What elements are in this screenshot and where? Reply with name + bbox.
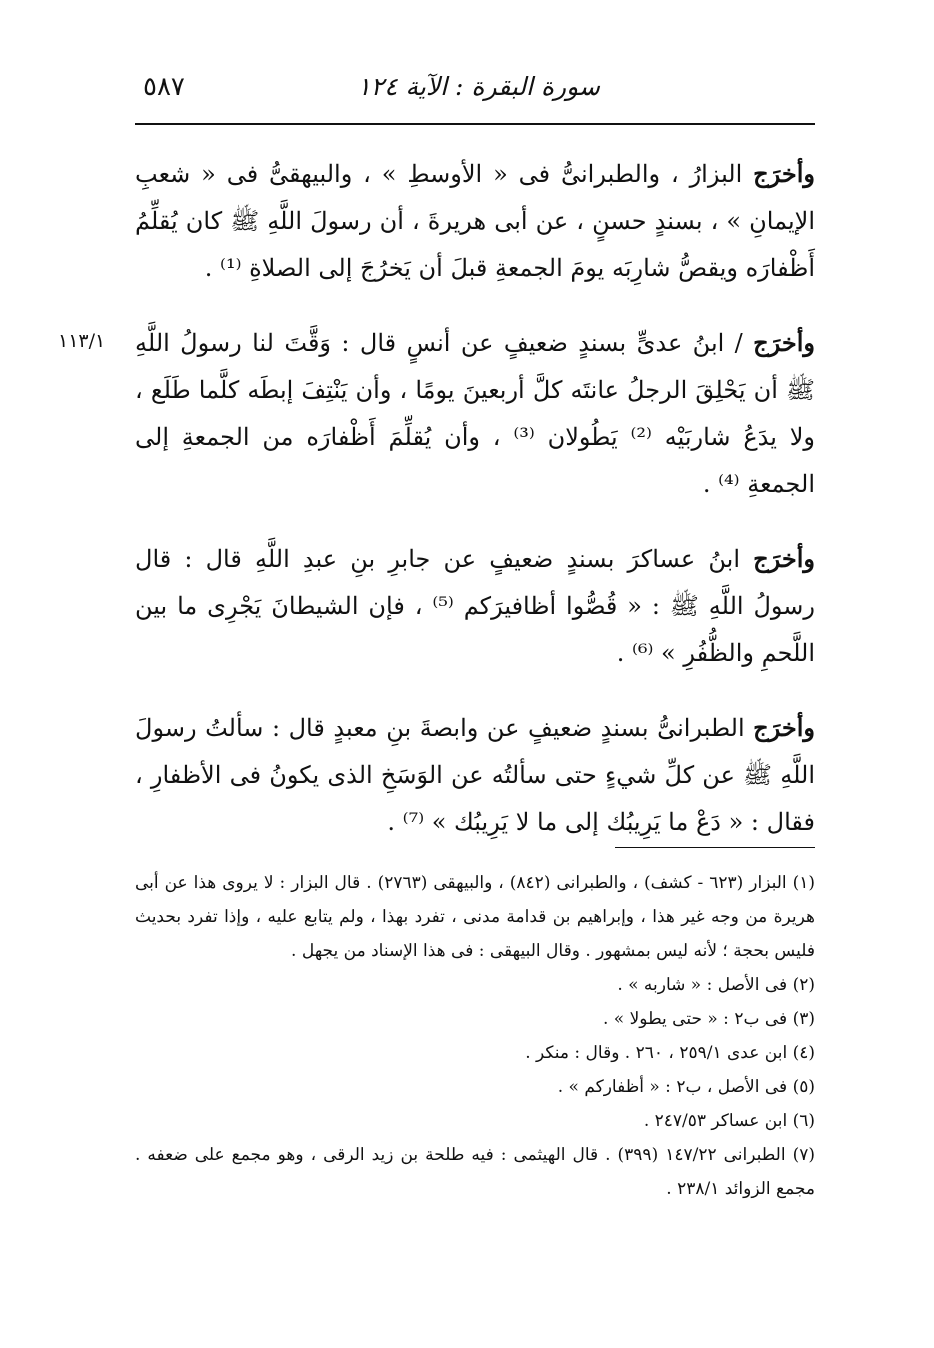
paragraph-lead: وأخرَج [753, 328, 815, 357]
margin-reference: ١١٣/١ [58, 330, 106, 352]
footnote: (١) البزار (٦٢٣ - كشف) ، والطبرانى (٨٤٢) ، والبيهقى (٢٧٦٣) . قال البزار : لا يروى هذا عن أبى هريرة من وجه غير هذا ، وإبراهيم بن قدامة مدنى ، تفرد بهذا ، ولم يتابع عليه ، وإذا تفرد بحديث فليس بحجة ؛ لأنه ليس بمشهور . وقال البيهقى : فى هذا الإسناد من يجهل . [135, 873, 816, 961]
footnote: (٢) فى الأصل : « شاربه » . [617, 975, 815, 995]
paragraph-text: ابنُ عساكرَ بسندٍ ضعيفٍ عن جابرِ بنِ عبدِ اللَّهِ قال : قال رسولُ اللَّهِ ﷺ : « قُصُّوا أظافيرَكم ⁽⁵⁾ ، فإن الشيطانَ يَجْرِى ما بين اللَّحمِ والظُّفُرِ » ⁽⁶⁾ . [135, 545, 815, 667]
header-rule [135, 123, 815, 125]
running-header [135, 72, 815, 116]
footnote-rule [615, 847, 815, 848]
paragraph-lead: وأخرَج [753, 159, 815, 188]
paragraph [135, 150, 815, 292]
paragraph-text: البزارُ ، والطبرانىُّ فى « الأوسطِ » ، والبيهقىُّ فى « شعبِ الإيمانِ » ، بسندٍ حسنٍ ، عن أبى هريرةَ ، أن رسولَ اللَّهِ ﷺ كان يُقلِّمُ أَظْفارَه ويقصُّ شارِبَه يومَ الجمعةِ قبلَ أن يَخرُجَ إلى الصلاةِ ⁽¹⁾ . [135, 160, 815, 282]
paragraph-lead: وأخرَج [753, 544, 815, 573]
paragraph-text: / ابنُ عدىٍّ بسندٍ ضعيفٍ عن أنسٍ قال : وَقَّتَ لنا رسولُ اللَّهِ ﷺ أن يَحْلِقَ الرجلُ عانتَه كلَّ أربعينَ يومًا ، وأن يَنْتِفَ إبطَه كلَّما طَلَع ، ولا يدَعُ شاربَيْه ⁽²⁾ يَطُولان ⁽³⁾ ، وأن يُقلِّمَ أَظْفارَه من الجمعةِ إلى الجمعةِ ⁽⁴⁾ . [135, 329, 816, 498]
page-number: ٥٨٧ [143, 72, 185, 102]
footnote: (٥) فى الأصل ، ب٢ : « أظفاركم » . [557, 1077, 815, 1097]
main-text [135, 150, 815, 873]
footnote: (٦) ابن عساكر ٢٤٧/٥٣ . [643, 1111, 815, 1131]
paragraph [135, 319, 815, 508]
footnote: (٤) ابن عدى ٢٥٩/١ ، ٢٦٠ . وقال : منكر . [525, 1043, 815, 1063]
paragraph [135, 704, 815, 846]
paragraph-text: الطبرانىُّ بسندٍ ضعيفٍ عن وابصةَ بنِ معبدٍ قال : سألتُ رسولَ اللَّهِ ﷺ عن كلِّ شيءٍ حتى سألتُه عن الوَسَخِ الذى يكونُ فى الأظفارِ ، فقال : « دَعْ ما يَرِيبُك إلى ما لا يَرِيبُك » ⁽⁷⁾ . [135, 714, 815, 836]
paragraph-lead: وأخرَج [753, 713, 815, 742]
footnote: (٣) فى ب٢ : « حتى يطولا » . [603, 1009, 815, 1029]
footnotes [135, 866, 815, 1206]
header-title: سورة البقرة : الآية ١٢٤ [357, 72, 600, 101]
paragraph [135, 535, 815, 677]
footnote: (٧) الطبرانى ١٤٧/٢٢ (٣٩٩) . قال الهيثمى : فيه طلحة بن زيد الرقى ، وهو مجمع على ضعفه . مجمع الزوائد ٢٣٨/١ . [135, 1145, 815, 1199]
